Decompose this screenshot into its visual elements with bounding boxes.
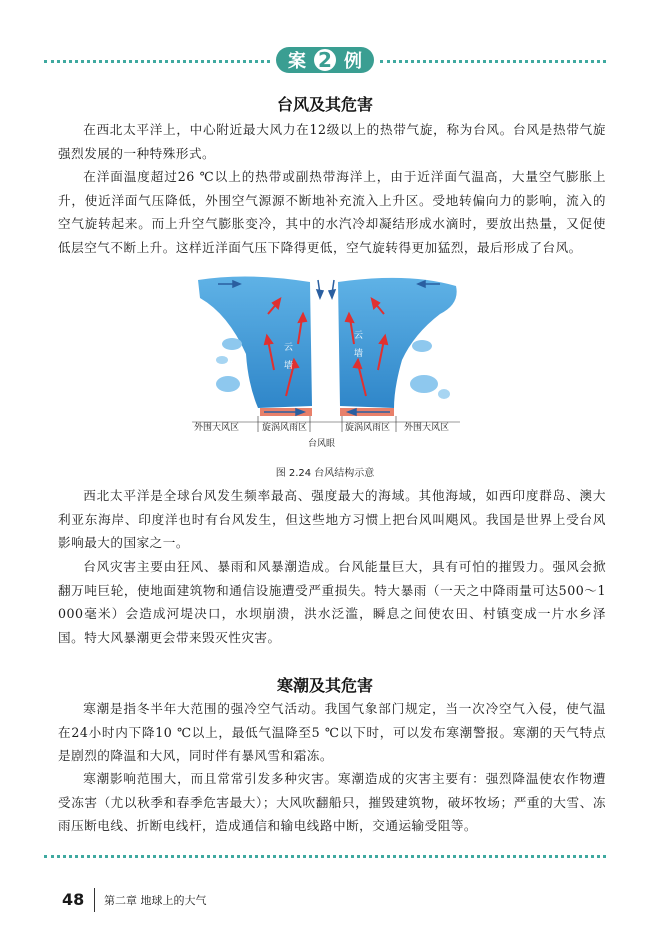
cloud-wall-label-left-1: 云 [284, 343, 294, 353]
small-cloud [216, 376, 240, 392]
paragraph: 在西北太平洋上，中心附近最大风力在12级以上的热带气旋，称为台风。台风是热带气旋强烈发展的一种特殊形式。 [58, 122, 606, 161]
label-right-outer: 外围大风区 [404, 423, 450, 433]
label-left-inner: 旋涡风雨区 [262, 423, 308, 433]
cloud-wall-left [198, 276, 312, 408]
cloud-wall-label-right-2: 墙 [354, 349, 364, 359]
case-badge-right: 例 [344, 51, 362, 72]
typhoon-structure-figure [188, 274, 464, 454]
footer-dotted-line [44, 855, 606, 858]
small-cloud [222, 338, 242, 350]
small-cloud [410, 375, 438, 393]
chapter-title: 第二章 地球上的大气 [104, 894, 207, 907]
label-right-inner: 旋涡风雨区 [345, 423, 391, 433]
footer-divider [94, 888, 95, 912]
section-title-cold-wave: 寒潮及其危害 [276, 676, 373, 695]
small-cloud [438, 389, 450, 399]
page-number: 48 [62, 890, 85, 909]
case-badge-number: 2 [312, 47, 338, 73]
paragraph: 在洋面温度超过26 ℃以上的热带或副热带海洋上，由于近洋面气温高，大量空气膨胀上升，使近洋面气压降低，外围空气源源不断地补充流入上升区。受地转偏向力的影响，流入的空气旋转起来。而上升空气膨胀变冷，其中的水汽冷却凝结形成水滴时，要放出热量，又促使低层空气不断上升。这样近洋面气压下降得更低，空气旋转得更加猛烈，最后形成了台风。 [58, 169, 606, 255]
figure-caption: 图 2.24 台风结构示意 [275, 468, 375, 479]
small-cloud [412, 340, 432, 352]
cloud-wall-right [338, 278, 457, 408]
header-dotted-line-left [44, 60, 270, 63]
small-cloud [216, 356, 228, 364]
header-dotted-line-right [380, 60, 606, 63]
paragraph: 台风灾害主要由狂风、暴雨和风暴潮造成。台风能量巨大，具有可怕的摧毁力。强风会掀翻万吨巨轮，使地面建筑物和通信设施遭受严重损失。特大暴雨（一天之中降雨量可达500～1 000毫米）会造成河堤决口，水坝崩溃，洪水泛滥，瞬息之间使农田、村镇变成一片水乡泽国。特大风暴潮更会带来毁灭性灾害。 [58, 559, 606, 645]
case-badge [276, 47, 374, 73]
case-badge-left: 案 [288, 51, 306, 72]
paragraph: 西北太平洋是全球台风发生频率最高、强度最大的海域。其他海域，如西印度群岛、澳大利亚东海岸、印度洋也时有台风发生，但这些地方习惯上把台风叫飓风。我国是世界上受台风影响最大的国家之一。 [58, 488, 606, 551]
cloud-wall-label-left-2: 墙 [284, 361, 294, 371]
label-left-outer: 外围大风区 [194, 423, 240, 433]
paragraph: 寒潮影响范围大，而且常常引发多种灾害。寒潮造成的灾害主要有：强烈降温使农作物遭受冻害（尤以秋季和春季危害最大）；大风吹翻船只，摧毁建筑物，破坏牧场；严重的大雪、冻雨压断电线、折断电线杆，造成通信和输电线路中断，交通运输受阻等。 [58, 771, 606, 834]
paragraph: 寒潮是指冬半年大范围的强冷空气活动。我国气象部门规定，当一次冷空气入侵，使气温在24小时内下降10 ℃以上，最低气温降至5 ℃以下时，可以发布寒潮警报。寒潮的天气特点是剧烈的降温和大风，同时伴有暴风雪和霜冻。 [58, 701, 606, 764]
section-title-typhoon: 台风及其危害 [276, 95, 373, 114]
cloud-wall-label-right-1: 云 [354, 331, 364, 341]
label-typhoon-eye: 台风眼 [308, 439, 336, 449]
